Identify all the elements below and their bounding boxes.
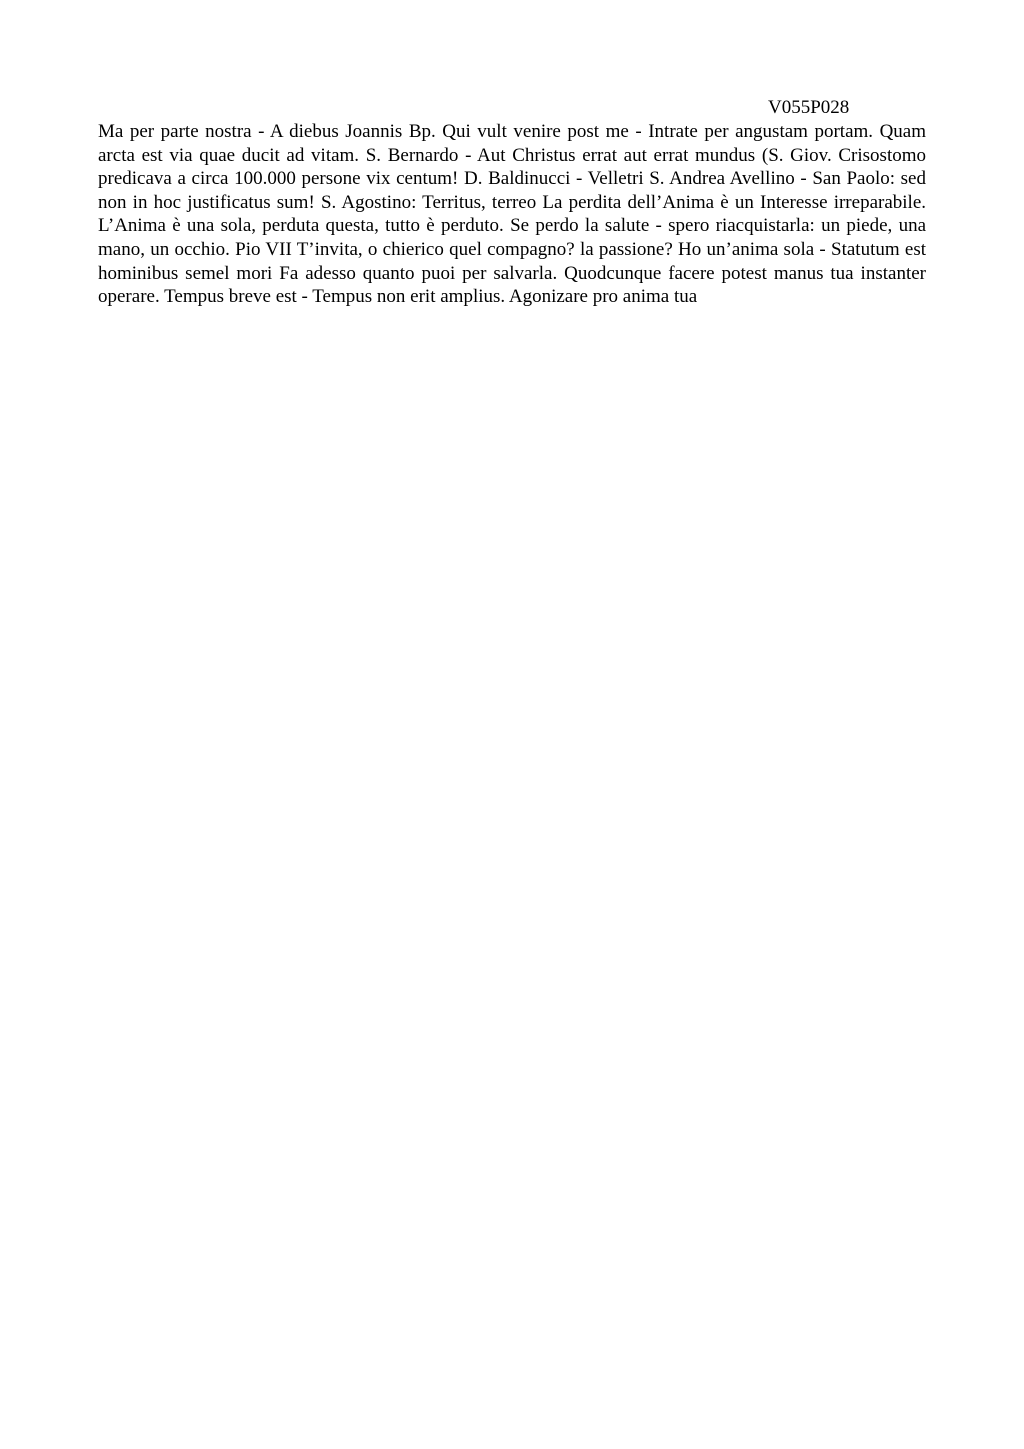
page-reference: V055P028 <box>768 97 850 118</box>
body-paragraph: Ma per parte nostra - A diebus Joannis Bp. Qui vult venire post me - Intrate per angustam portam. Quam arcta est via quae ducit ad vitam. S. Bernardo - Aut Christus errat aut errat mundus (S. Giov. Crisostomo predicava a circa 100.000 persone vix centum! D. Baldinucci - Velletri S. Andrea Avellino - San Paolo: sed non in hoc justificatus sum! S. Agostino: Territus, terreo La perdita dell’Anima è un Interesse irreparabile. L’Anima è una sola, perduta questa, tutto è perduto. Se perdo la salute - spero riacquistarla: un piede, una mano, un occhio. Pio VII T’invita, o chierico quel compagno? la passione? Ho un’anima sola - Statutum est hominibus semel mori Fa adesso quanto puoi per salvarla. Quodcunque facere potest manus tua instanter operare. Tempus breve est - Tempus non erit amplius. Agonizare pro anima tua <box>98 121 926 308</box>
